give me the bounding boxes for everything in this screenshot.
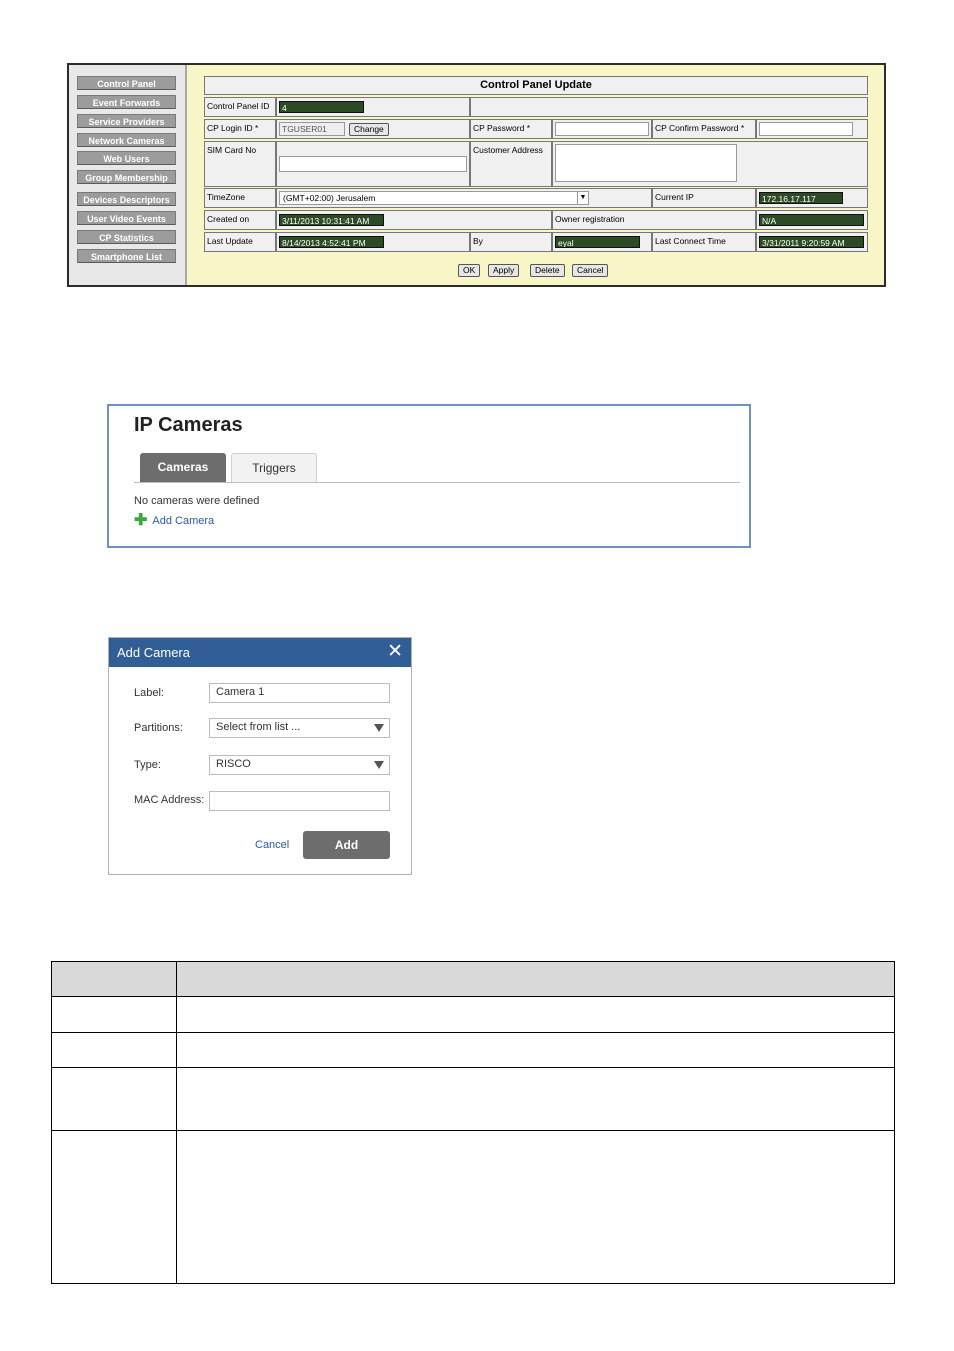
confirm-password-label: CP Confirm Password * [652, 119, 756, 139]
sidebar-item-cp-statistics[interactable]: CP Statistics [77, 230, 176, 244]
chevron-down-icon [374, 761, 384, 769]
created-label: Created on [204, 210, 276, 230]
change-button[interactable]: Change [349, 123, 389, 136]
cp-id-value: 4 [279, 101, 364, 113]
tab-divider [134, 482, 740, 483]
form-title: Control Panel Update [204, 76, 868, 95]
sidebar-item-user-video-events[interactable]: User Video Events [77, 211, 176, 225]
ip-cameras-panel [107, 404, 751, 548]
by-cell [552, 232, 652, 252]
confirm-password-cell [756, 119, 868, 139]
by-label: By [470, 232, 552, 252]
login-input[interactable]: TGUSER01 [279, 122, 345, 136]
cp-id-label: Control Panel ID [204, 97, 276, 117]
cancel-button[interactable]: Cancel [572, 264, 608, 277]
created-value: 3/11/2013 10:31:41 AM [279, 214, 384, 226]
sidebar-item-event-forwards[interactable]: Event Forwards [77, 95, 176, 109]
delete-button[interactable]: Delete [530, 264, 565, 277]
current-ip-cell [756, 188, 868, 208]
close-icon[interactable]: ✕ [387, 641, 403, 662]
chevron-down-icon [374, 724, 384, 732]
by-value: eyal [555, 236, 640, 248]
label-field-label: Label: [134, 687, 164, 699]
partitions-select[interactable] [209, 718, 390, 738]
sim-cell [276, 141, 470, 187]
owner-label: Owner registration [552, 210, 756, 230]
table-row [52, 1033, 894, 1068]
cp-sidebar [69, 65, 187, 285]
control-panel-window [67, 63, 886, 287]
sidebar-item-service-providers[interactable]: Service Providers [77, 114, 176, 128]
add-camera-dialog [108, 637, 412, 875]
password-cell [552, 119, 652, 139]
sidebar-item-web-users[interactable]: Web Users [77, 151, 176, 165]
type-select[interactable] [209, 755, 390, 775]
add-camera-label: Add Camera [152, 515, 215, 527]
partitions-label: Partitions: [134, 722, 183, 734]
empty-cell [470, 97, 868, 117]
table-row [52, 997, 894, 1033]
login-cell [276, 119, 470, 139]
current-ip-label: Current IP [652, 188, 756, 208]
cp-id-cell [276, 97, 470, 117]
table-row [52, 1131, 894, 1283]
sidebar-item-network-cameras[interactable]: Network Cameras [77, 133, 176, 147]
sim-input[interactable] [279, 156, 467, 172]
last-update-value: 8/14/2013 4:52:41 PM [279, 236, 384, 248]
last-connect-cell [756, 232, 868, 252]
dialog-header [109, 638, 411, 667]
table-row [52, 1068, 894, 1131]
owner-cell [756, 210, 868, 230]
plus-icon: ✚ [134, 512, 148, 529]
password-label: CP Password * [470, 119, 552, 139]
confirm-password-input[interactable] [759, 122, 853, 136]
empty-state-text: No cameras were defined [134, 495, 260, 507]
page-title: IP Cameras [134, 414, 243, 436]
dialog-title: Add Camera [117, 645, 190, 660]
address-cell [552, 141, 868, 187]
login-label: CP Login ID * [204, 119, 276, 139]
label-input[interactable]: Camera 1 [209, 683, 390, 703]
mac-address-label: MAC Address: [134, 794, 205, 806]
address-textarea[interactable] [555, 144, 737, 182]
sidebar-item-control-panel[interactable]: Control Panel [77, 76, 176, 90]
last-connect-label: Last Connect Time [652, 232, 756, 252]
timezone-cell [276, 188, 652, 208]
mac-address-input[interactable] [209, 791, 390, 811]
ok-button[interactable]: OK [458, 264, 480, 277]
apply-button[interactable]: Apply [488, 264, 519, 277]
timezone-select[interactable] [279, 191, 589, 205]
address-label: Customer Address [470, 141, 552, 187]
last-update-cell [276, 232, 470, 252]
partitions-value: Select from list ... [216, 721, 301, 733]
created-cell [276, 210, 552, 230]
table-header-row [52, 962, 894, 997]
current-ip-value: 172.16.17.117 [759, 192, 843, 204]
sidebar-item-group-membership[interactable]: Group Membership [77, 170, 176, 184]
password-input[interactable] [555, 122, 649, 136]
tab-cameras[interactable]: Cameras [140, 453, 226, 482]
add-camera-link[interactable] [134, 512, 215, 529]
timezone-value: (GMT+02:00) Jerusalem [283, 193, 376, 203]
sidebar-item-smartphone-list[interactable]: Smartphone List [77, 249, 176, 263]
sim-label: SIM Card No [204, 141, 276, 187]
sidebar-item-devices-descriptors[interactable]: Devices Descriptors [77, 192, 176, 206]
dialog-add-button[interactable]: Add [303, 831, 390, 859]
dialog-cancel-link[interactable]: Cancel [255, 839, 290, 851]
dropdown-arrow-icon[interactable]: ▼ [577, 192, 588, 204]
type-value: RISCO [216, 758, 251, 770]
type-label: Type: [134, 759, 161, 771]
timezone-label: TimeZone [204, 188, 276, 208]
last-update-label: Last Update [204, 232, 276, 252]
last-connect-value: 3/31/2011 9:20:59 AM [759, 236, 864, 248]
owner-value: N/A [759, 214, 864, 226]
tab-triggers[interactable]: Triggers [231, 453, 317, 482]
parameters-table [51, 961, 895, 1284]
